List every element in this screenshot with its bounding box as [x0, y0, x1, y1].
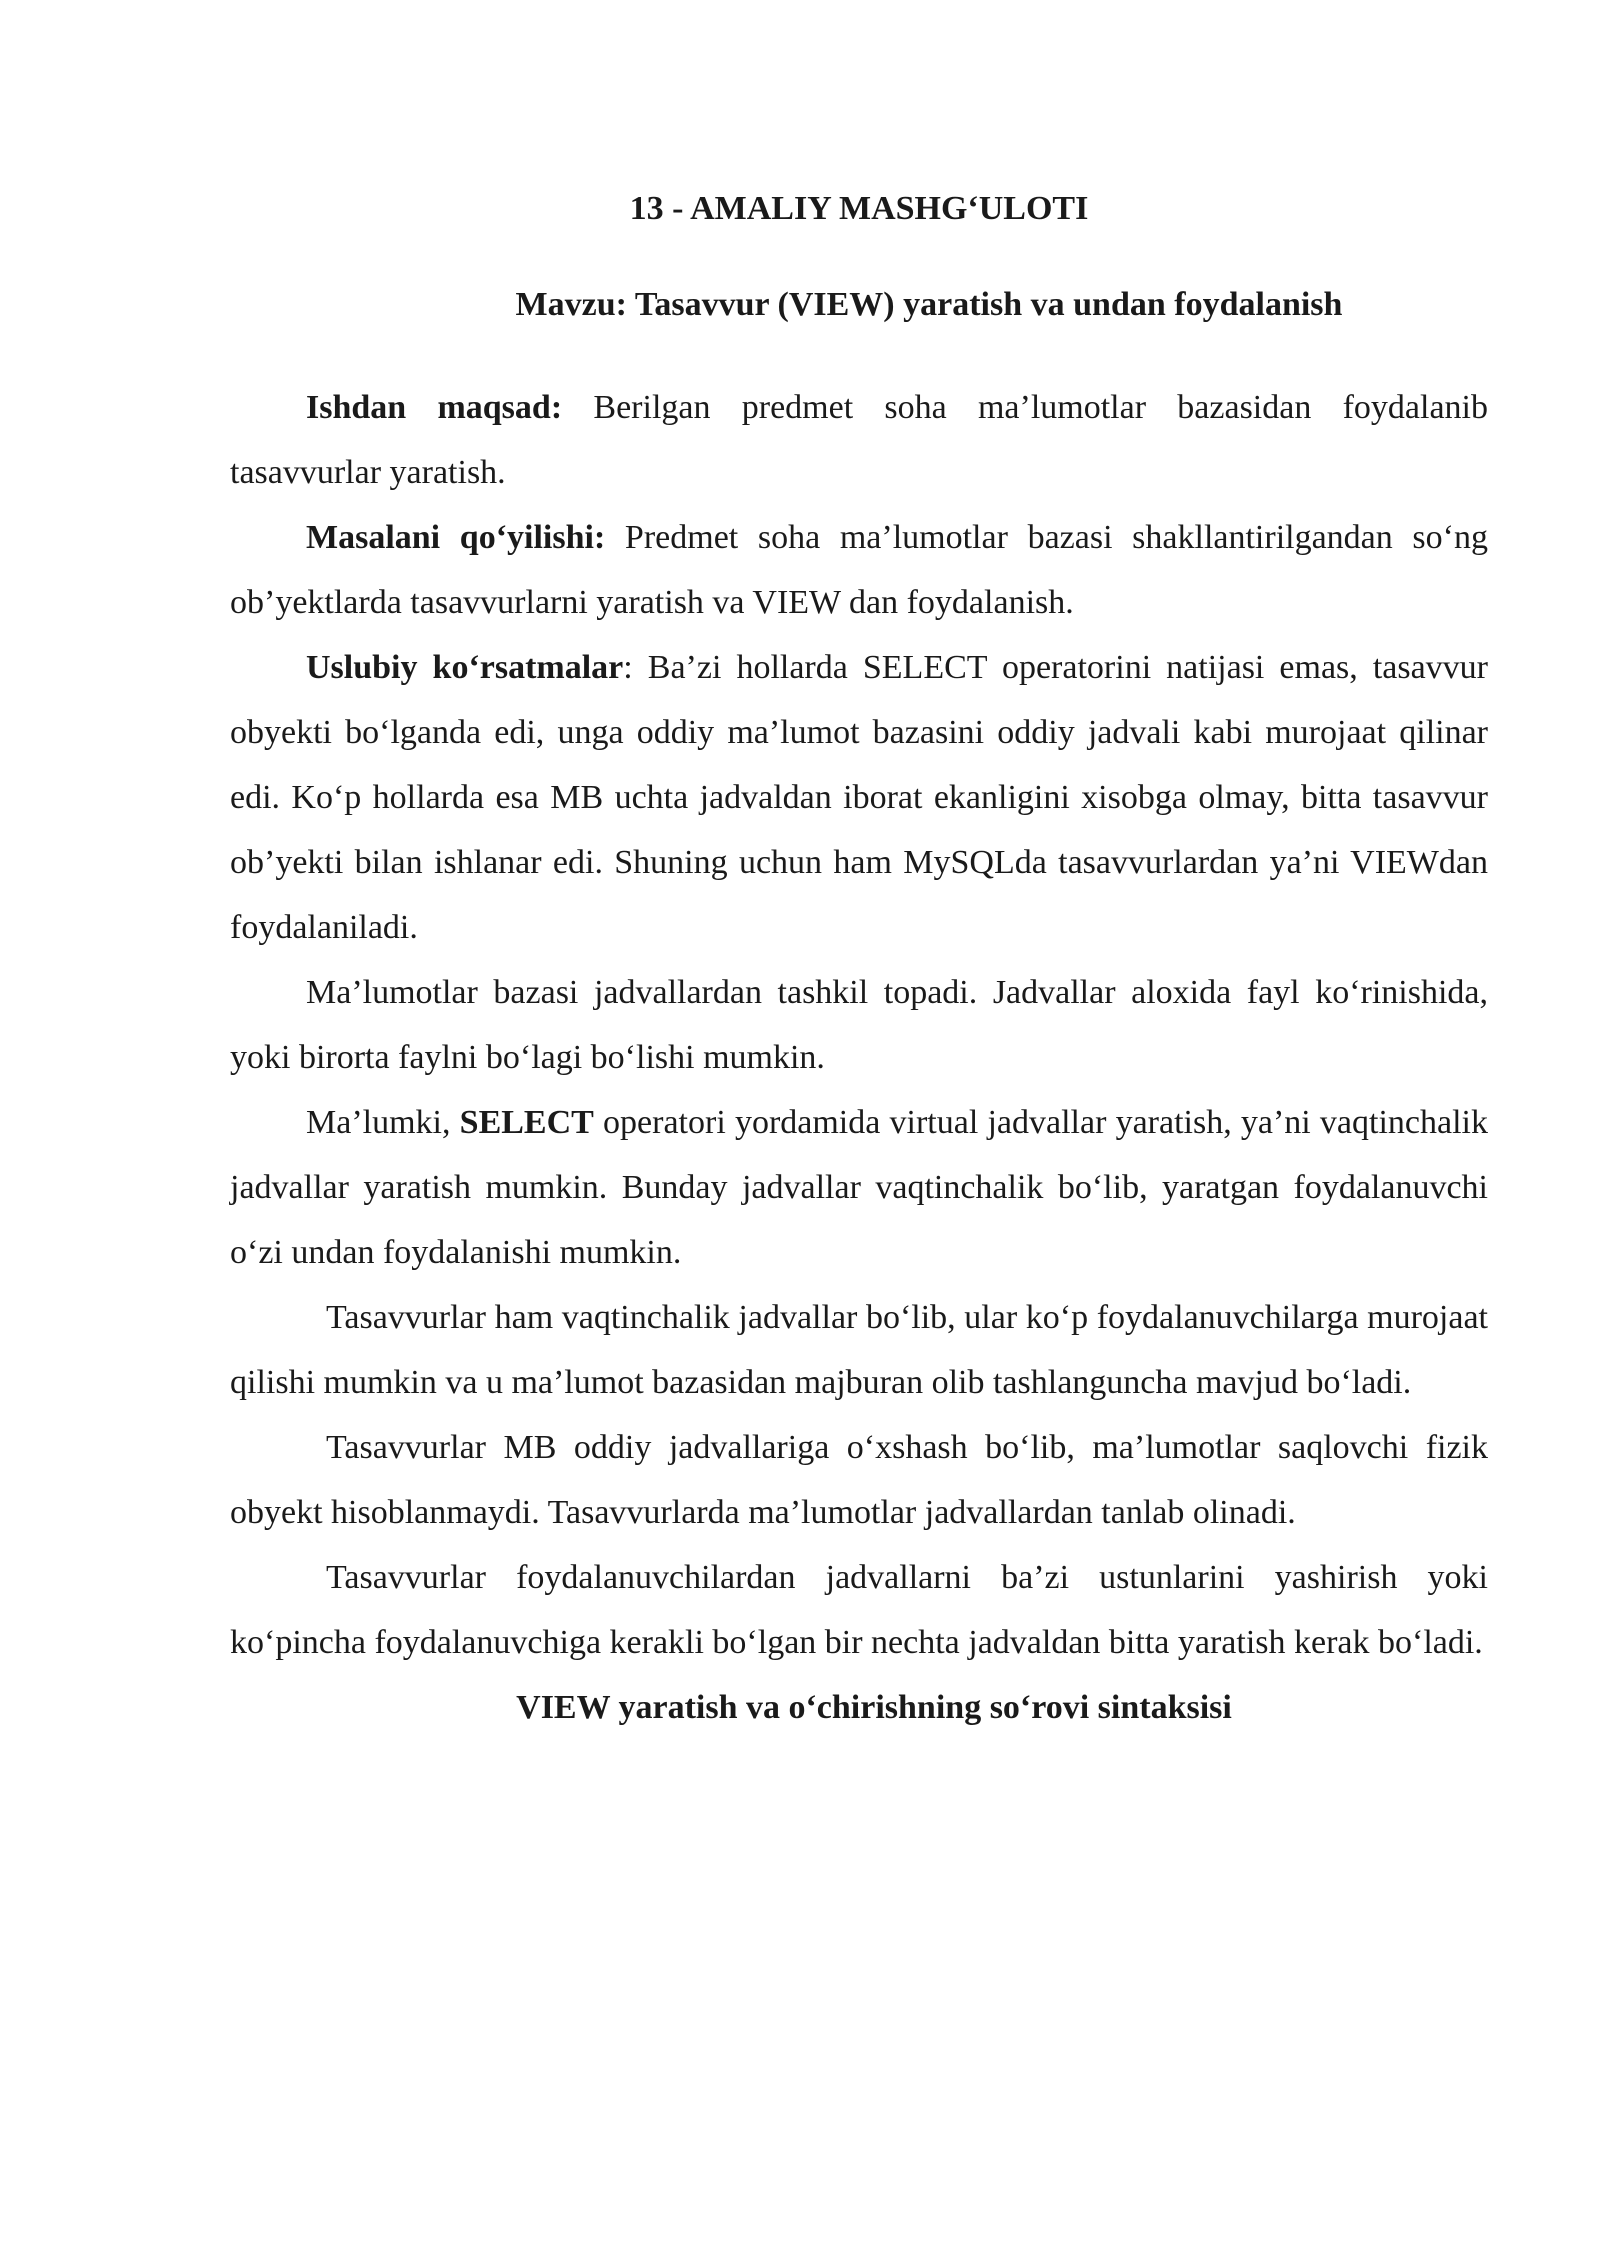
section-heading: VIEW yaratish va o‘chirishning so‘rovi sintaksisi — [516, 1689, 1232, 1726]
paragraph-goal — [230, 375, 1488, 505]
paragraph-select — [230, 1090, 1488, 1285]
task-label: Masalani qo‘yilishi: — [306, 519, 606, 556]
select-keyword: SELECT — [459, 1104, 594, 1141]
paragraph-method — [230, 635, 1488, 960]
select-text-c: operatori yordamida virtual jadvallar yaratish, ya’ni vaqtinchalik jadvallar yaratish mumkin. Bunday jadvallar vaqtinchalik bo‘lib, yaratgan foydalanuvchi o‘zi undan foydalanishi mumkin. — [230, 1104, 1488, 1271]
paragraph-database: Ma’lumotlar bazasi jadvallardan tashkil topadi. Jadvallar aloxida fayl ko‘rinishida, yoki birorta faylni bo‘lagi bo‘lishi mumkin. — [230, 974, 1488, 1076]
paragraph-views-temporary: Tasavvurlar ham vaqtinchalik jadvallar bo‘lib, ular ko‘p foydalanuvchilarga murojaat qilishi mumkin va u ma’lumot bazasidan majburan olib tashlanguncha mavjud bo‘ladi. — [230, 1299, 1488, 1401]
page-subtitle: Mavzu: Tasavvur (VIEW) yaratish va undan foydalanish — [515, 286, 1343, 323]
page-title: 13 - AMALIY MASHG‘ULOTI — [629, 190, 1089, 227]
task-text: Predmet soha ma’lumotlar bazasi shakllantirilgandan so‘ng ob’yektlarda tasavvurlarni yaratish va VIEW dan foydalanish. — [230, 519, 1488, 621]
document-body — [230, 375, 1488, 1740]
method-label: Uslubiy ko‘rsatmalar — [306, 649, 624, 686]
paragraph-views-hide: Tasavvurlar foydalanuvchilardan jadvallarni ba’zi ustunlarini yashirish yoki ko‘pincha foydalanuvchiga kerakli bo‘lgan bir nechta jadvaldan bitta yaratish kerak bo‘ladi. — [230, 1559, 1488, 1661]
goal-text: Berilgan predmet soha ma’lumotlar bazasidan foydalanib tasavvurlar yaratish. — [230, 389, 1488, 491]
goal-label: Ishdan maqsad: — [306, 389, 563, 426]
select-text-a: Ma’lumki, — [306, 1104, 460, 1141]
paragraph-task — [230, 505, 1488, 635]
method-text: : Ba’zi hollarda SELECT operatorini natijasi emas, tasavvur obyekti bo‘lganda edi, unga oddiy ma’lumot bazasini oddiy jadvali kabi murojaat qilinar edi. Ko‘p hollarda esa MB uchta jadvaldan iborat ekanligini xisobga olmay, bitta tasavvur ob’yekti bilan ishlanar edi. Shuning uchun ham MySQLda tasavvurlardan ya’ni VIEWdan foydalaniladi. — [230, 649, 1489, 946]
paragraph-views-physical: Tasavvurlar MB oddiy jadvallariga o‘xshash bo‘lib, ma’lumotlar saqlovchi fizik obyekt hisoblanmaydi. Tasavvurlarda ma’lumotlar jadvallardan tanlab olinadi. — [230, 1429, 1488, 1531]
